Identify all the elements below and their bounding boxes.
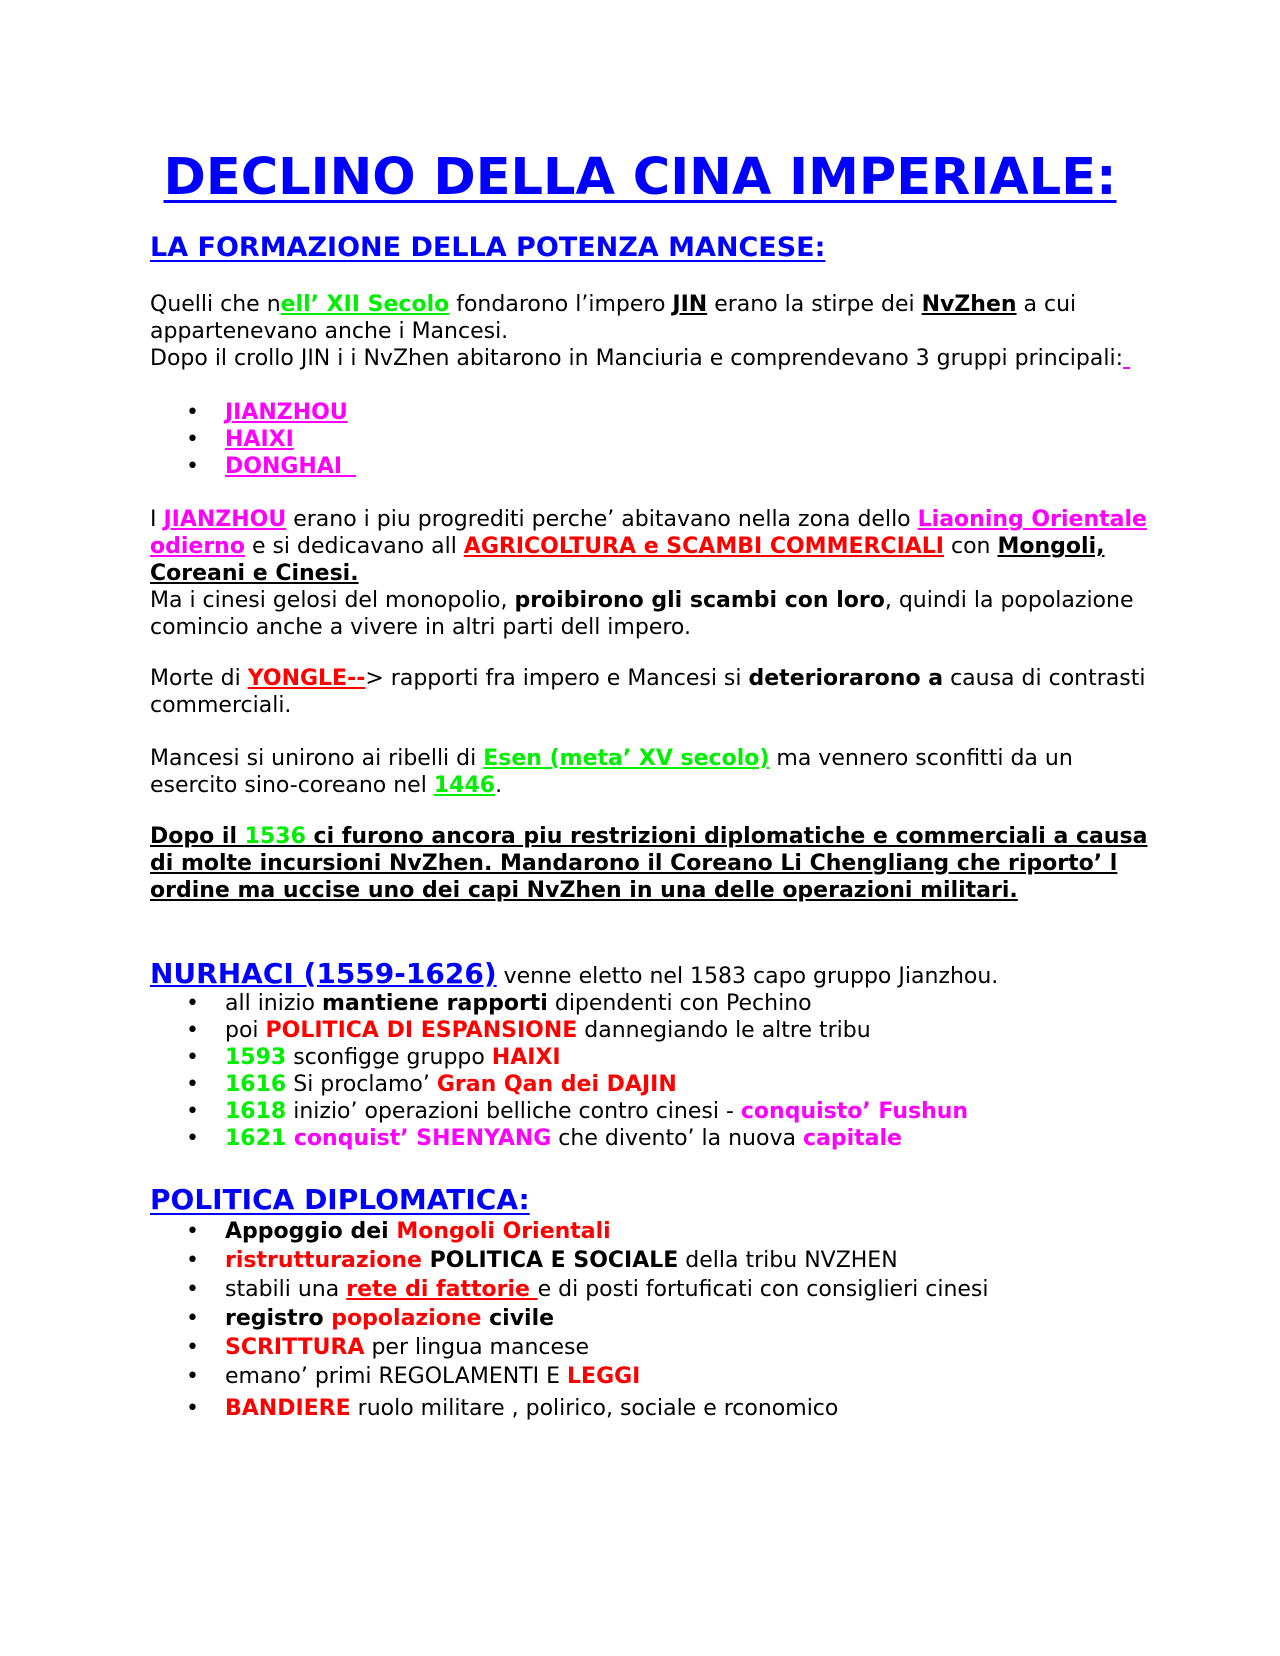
text-run: Mancesi si unirono ai ribelli di (150, 746, 484, 771)
list-item: • 1616 Si proclamo’ Gran Qan dei DAJIN (150, 1071, 1160, 1098)
text-run: ma vennero sconfitti da un esercito sino-coreano nel (150, 746, 1073, 798)
highlight-deteriorarono: deteriorarono a (748, 666, 944, 691)
paragraph-yongle (150, 665, 1160, 719)
highlight-liaoning: Liaoning Orientale odierno (150, 507, 1147, 559)
group-name: DONGHAI (225, 454, 343, 479)
section-heading-formazione: LA FORMAZIONE DELLA POTENZA MANCESE: (150, 232, 826, 263)
nurhaci-heading: NURHACI (1559-1626) (150, 957, 497, 990)
text-run: , quindi la popolazione comincio anche a vivere in altri parti dell impero. (150, 588, 1134, 640)
highlight-nvzhen: NvZhen (921, 292, 1017, 317)
group-name: HAIXI (225, 427, 294, 452)
nurhaci-list (150, 990, 1160, 1152)
paragraph-origins (150, 291, 1160, 372)
text-run: erano i piu progrediti perche’ abitavano nella zona dello (286, 507, 918, 532)
text-run: Ma i cinesi gelosi del monopolio, (150, 588, 515, 613)
section-heading-politica: POLITICA DIPLOMATICA: (150, 1183, 530, 1216)
text-run: Quelli che n (150, 292, 281, 317)
highlight-1536: 1536 (244, 824, 306, 849)
list-item: • ristrutturazione POLITICA E SOCIALE della tribu NVZHEN (150, 1246, 1160, 1275)
list-item (150, 399, 1160, 426)
list-item: • all inizio mantiene rapporti dipendenti con Pechino (150, 990, 1160, 1017)
list-item: • 1593 sconfigge gruppo HAIXI (150, 1044, 1160, 1071)
groups-list (150, 399, 1160, 480)
text-run: Morte di (150, 666, 248, 691)
text-run: Dopo il crollo JIN i i NvZhen abitarono in Manciuria e comprendevano 3 gruppi principali: (150, 346, 1124, 371)
highlight-yongle: YONGLE-- (247, 666, 366, 691)
text-run: ci furono ancora piu restrizioni diplomatiche e commerciali a causa di molte incursioni NvZhen. Mandarono il Coreano Li Chengliang che riporto’ l ordine ma uccise uno dei capi NvZhen in una delle operazioni militari. (150, 824, 1148, 903)
text-run: Dopo il (150, 824, 245, 849)
list-item: • 1621 conquist’ SHENYANG che divento’ la nuova capitale (150, 1125, 1160, 1152)
text-run: . (495, 773, 503, 798)
text-run: venne eletto nel 1583 capo gruppo Jianzhou. (496, 964, 999, 989)
text-run: e si dedicavano all (244, 534, 464, 559)
politica-list (150, 1217, 1160, 1423)
list-item: • BANDIERE ruolo militare , polirico, sociale e rconomico (150, 1394, 1160, 1423)
highlight-peoples: Mongoli, Coreani e Cinesi. (150, 534, 1105, 586)
highlight-proibirono: proibirono gli scambi con loro (514, 588, 885, 613)
text-run: fondarono l’impero (449, 292, 673, 317)
list-item (150, 453, 1160, 480)
list-item: • emano’ primi REGOLAMENTI E LEGGI (150, 1362, 1160, 1391)
text-run: a cui appartenevano anche i Mancesi. (150, 292, 1077, 344)
paragraph-1536 (150, 823, 1160, 904)
highlight-esen: Esen (meta’ XV secolo) (483, 746, 770, 771)
text-run: > rapporti fra impero e Mancesi si (365, 666, 749, 691)
group-name: JIANZHOU (225, 400, 348, 425)
list-item: • poi POLITICA DI ESPANSIONE dannegiando le altre tribu (150, 1017, 1160, 1044)
list-item: • SCRITTURA per lingua mancese (150, 1333, 1160, 1362)
highlight-agricoltura: AGRICOLTURA e SCAMBI COMMERCIALI (463, 534, 944, 559)
document-title: DECLINO DELLA CINA IMPERIALE: (163, 148, 1117, 207)
list-item: • 1618 inizio’ operazioni belliche contro cinesi - conquisto’ Fushun (150, 1098, 1160, 1125)
highlight-century: ell’ XII Secolo (280, 292, 450, 317)
highlight-jin: JIN (672, 292, 708, 317)
list-item: • stabili una rete di fattorie e di posti fortuficati con consiglieri cinesi (150, 1275, 1160, 1304)
text-run: causa di contrasti commerciali. (150, 666, 1146, 718)
text-run: con (944, 534, 998, 559)
highlight-jianzhou: JIANZHOU (163, 507, 287, 532)
text-run: erano la stirpe dei (707, 292, 922, 317)
paragraph-jianzhou (150, 506, 1160, 641)
list-item (150, 426, 1160, 453)
list-item: • Appoggio dei Mongoli Orientali (150, 1217, 1160, 1246)
text-run: I (150, 507, 164, 532)
list-item: • registro popolazione civile (150, 1304, 1160, 1333)
paragraph-esen (150, 745, 1160, 799)
highlight-1446: 1446 (433, 773, 496, 798)
